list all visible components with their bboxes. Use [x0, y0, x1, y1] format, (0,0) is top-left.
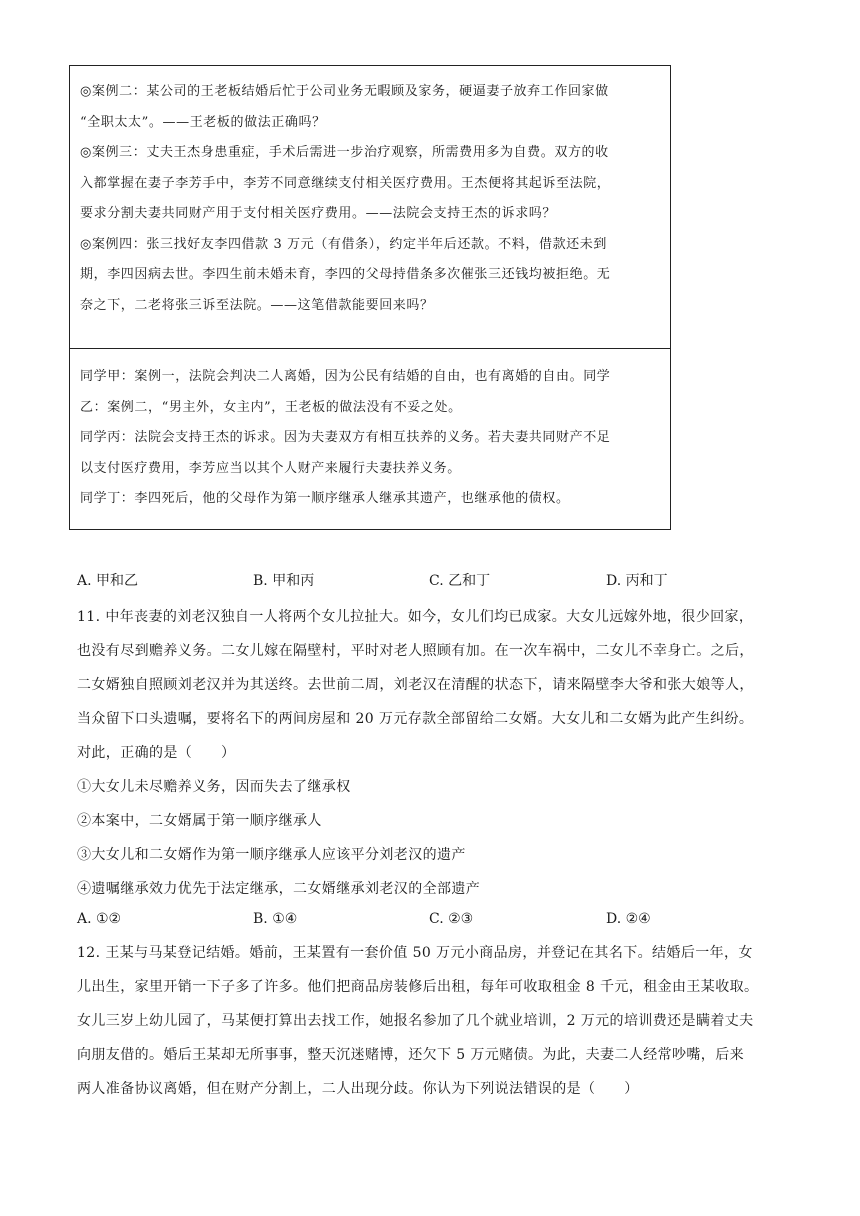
case-table [69, 65, 671, 530]
case-line: ◎案例三：丈夫王杰身患重症，手术后需进一步治疗观察，所需费用多为自费。双方的收 [80, 145, 609, 160]
case-descriptions [70, 66, 670, 349]
case-line: 奈之下，二老将张三诉至法院。——这笔借款能要回来吗？ [80, 297, 434, 313]
student-line: 以支付医疗费用，李芳应当以其个人财产来履行夫妻扶养义务。 [80, 460, 461, 476]
question-line: 12. 王某与马某登记结婚。婚前，王某置有一套价值 50 万元小商品房，并登记在其名下。结婚后一年，女 [77, 945, 753, 961]
question-12 [77, 936, 807, 1106]
question-line: 向朋友借的。婚后王某却无所事事，整天沉迷赌博，还欠下 5 万元赌债。为此，夫妻二人经常吵嘴，后来 [77, 1047, 745, 1063]
question-stem: 两人准备协议离婚，但在财产分割上，二人出现分歧。你认为下列说法错误的是（ ） [77, 1081, 639, 1097]
student-line: 同学丙：法院会支持王杰的诉求。因为夫妻双方有相互扶养的义务。若夫妻共同财产不足 [80, 430, 611, 445]
option-c[interactable]: C. 乙和丁 [429, 573, 491, 589]
question-line: 当众留下口头遗嘱，要将名下的两间房屋和 20 万元存款全部留给二女婿。大女儿和二女婿为此产生纠纷。 [77, 711, 754, 727]
option-c[interactable]: C. ②③ [429, 911, 474, 927]
case-line: ◎案例四：张三找好友李四借款 3 万元（有借条），约定半年后还款。不料，借款还未到 [80, 236, 607, 252]
option-d[interactable]: D. 丙和丁 [606, 573, 668, 589]
statement-1: ①大女儿未尽赡养义务，因而失去了继承权 [77, 779, 351, 795]
question-line: 也没有尽到赡养义务。二女儿嫁在隔壁村，平时对老人照顾有加。在一次车祸中，二女儿不幸身亡。之后， [77, 643, 754, 659]
q10-options [77, 570, 777, 598]
q11-options [77, 911, 777, 939]
statement-3: ③大女儿和二女婿作为第一顺序继承人应该平分刘老汉的遗产 [77, 847, 466, 863]
option-b[interactable]: B. ①④ [253, 911, 298, 927]
student-opinions [70, 349, 670, 515]
case-line: 期，李四因病去世。李四生前未婚未育，李四的父母持借条多次催张三还钱均被拒绝。无 [80, 267, 611, 282]
student-line: 同学甲：案例一，法院会判决二人离婚，因为公民有结婚的自由，也有离婚的自由。同学 [80, 369, 611, 384]
student-line: 同学丁：李四死后，他的父母作为第一顺序继承人继承其遗产，也继承他的债权。 [80, 491, 570, 506]
question-line: 二女婿独自照顾刘老汉并为其送终。去世前二周，刘老汉在清醒的状态下，请来隔壁李大爷和张大娘等人， [77, 677, 754, 693]
question-line: 女儿三岁上幼儿园了，马某便打算出去找工作，她报名参加了几个就业培训，2 万元的培训费还是瞒着丈夫 [77, 1013, 754, 1029]
option-a[interactable]: A. 甲和乙 [77, 573, 139, 589]
case-line: “全职太太”。——王老板的做法正确吗？ [80, 114, 326, 130]
statement-4: ④遗嘱继承效力优先于法定继承，二女婿继承刘老汉的全部遗产 [77, 881, 481, 897]
statement-2: ②本案中，二女婿属于第一顺序继承人 [77, 813, 322, 829]
question-line: 儿出生，家里开销一下子多了许多。他们把商品房装修后出租，每年可收取租金 8 千元，租金由王某收取。 [77, 979, 759, 995]
question-line: 11. 中年丧妻的刘老汉独自一人将两个女儿拉扯大。如今，女儿们均已成家。大女儿远嫁外地，很少回家， [77, 609, 754, 625]
case-line: ◎案例二：某公司的王老板结婚后忙于公司业务无暇顾及家务，硬逼妻子放弃工作回家做 [80, 84, 609, 99]
student-line: 乙：案例二，“男主外，女主内”，王老板的做法没有不妥之处。 [80, 399, 462, 415]
question-11 [77, 600, 807, 906]
case-line: 要求分割夫妻共同财产用于支付相关医疗费用。——法院会支持王杰的诉求吗？ [80, 206, 557, 221]
question-stem: 对此，正确的是（ ） [77, 745, 236, 761]
option-b[interactable]: B. 甲和丙 [253, 573, 315, 589]
option-d[interactable]: D. ②④ [606, 911, 651, 927]
option-a[interactable]: A. ①② [77, 911, 122, 927]
case-line: 入都掌握在妻子李芳手中，李芳不同意继续支付相关医疗费用。王杰便将其起诉至法院， [80, 175, 611, 191]
